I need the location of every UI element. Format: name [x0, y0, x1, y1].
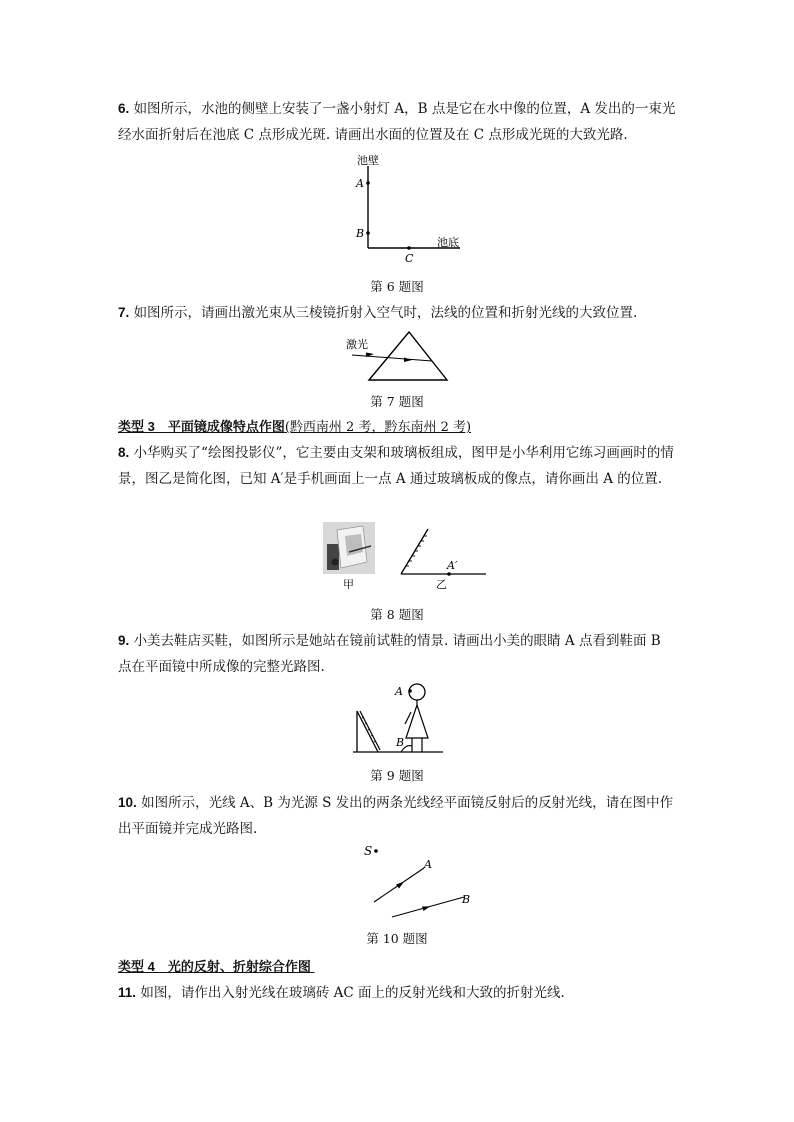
point-a-label: A	[356, 177, 364, 190]
label-yi: 乙	[436, 578, 447, 591]
question-text: 如图所示，请画出激光束从三棱镜折射入空气时，法线的位置和折射光线的大致位置.	[133, 305, 638, 321]
question-text: 小美去鞋店买鞋，如图所示是她站在镜前试鞋的情景. 请画出小美的眼睛 A 点看到鞋面 B 点在平面镜中所成像的完整光路图.	[118, 633, 661, 675]
figure-q9-mirror-scene	[348, 678, 448, 758]
question-text: 如图，请作出入射光线在玻璃砖 AC 面上的反射光线和大致的折射光线.	[140, 985, 565, 1001]
ray-a-label: A	[424, 858, 432, 871]
label-jia: 甲	[343, 578, 354, 591]
question-text: 小华购买了“绘图投影仪”，它主要由支架和玻璃板组成，图甲是小华利用它练习画画时的情景，图乙是简化图，已知 A′是手机画面上一点 A 通过玻璃板成的像点，请你画出 A 的位置.	[118, 445, 674, 487]
point-b-label: B	[356, 227, 365, 240]
figure-q8-photo-jia	[323, 522, 375, 592]
question-number: 7.	[118, 305, 130, 320]
question-text: 如图所示，水池的侧壁上安装了一盏小射灯 A，B 点是它在水中像的位置，A 发出的一束光经水面折射后在池底 C 点形成光斑. 请画出水面的位置及在 C 点形成光斑的大致光路.	[118, 101, 676, 143]
question-number: 10.	[118, 795, 137, 810]
label-pool-bottom: 池底	[437, 236, 459, 249]
question-number: 9.	[118, 633, 130, 648]
figure-caption-9: 第 9 题图	[370, 768, 424, 783]
figure-q10-rays	[360, 840, 480, 920]
label-laser: 激光	[346, 338, 368, 351]
point-a-label: A	[395, 685, 403, 698]
section-title: 类型 3 平面镜成像特点作图	[118, 419, 285, 434]
question-text: 如图所示，光线 A、B 为光源 S 发出的两条光线经平面镜反射后的反射光线，请在图中作出平面镜并完成光路图.	[118, 795, 674, 837]
question-number: 8.	[118, 445, 130, 460]
figure-q6-pool	[345, 150, 475, 270]
point-a-prime-label: A′	[447, 559, 458, 572]
question-10	[118, 790, 678, 842]
section-title: 类型 4 光的反射、折射综合作图	[118, 959, 311, 974]
figure-caption-10: 第 10 题图	[366, 931, 428, 946]
ray-b-label: B	[462, 893, 471, 906]
point-c-label: C	[405, 252, 414, 265]
figure-q7-prism	[340, 328, 460, 384]
question-8	[118, 440, 678, 492]
section-heading-4	[118, 956, 314, 975]
question-6	[118, 96, 678, 148]
figure-caption-7: 第 7 题图	[370, 394, 424, 409]
point-b-label: B	[396, 736, 405, 749]
figure-caption-8: 第 8 题图	[370, 607, 424, 622]
figure-q8-diagram-yi	[398, 522, 490, 592]
question-7	[118, 300, 678, 326]
question-11	[118, 980, 678, 1006]
section-source: (黔西南州 2 考，黔东南州 2 考)	[284, 420, 472, 435]
source-s-label: S	[364, 844, 373, 858]
section-heading-3	[118, 416, 471, 435]
figure-caption-6: 第 6 题图	[370, 279, 424, 294]
question-number: 6.	[118, 101, 130, 116]
question-number: 11.	[118, 985, 137, 1000]
label-pool-wall: 池壁	[357, 154, 379, 167]
question-9	[118, 628, 678, 680]
